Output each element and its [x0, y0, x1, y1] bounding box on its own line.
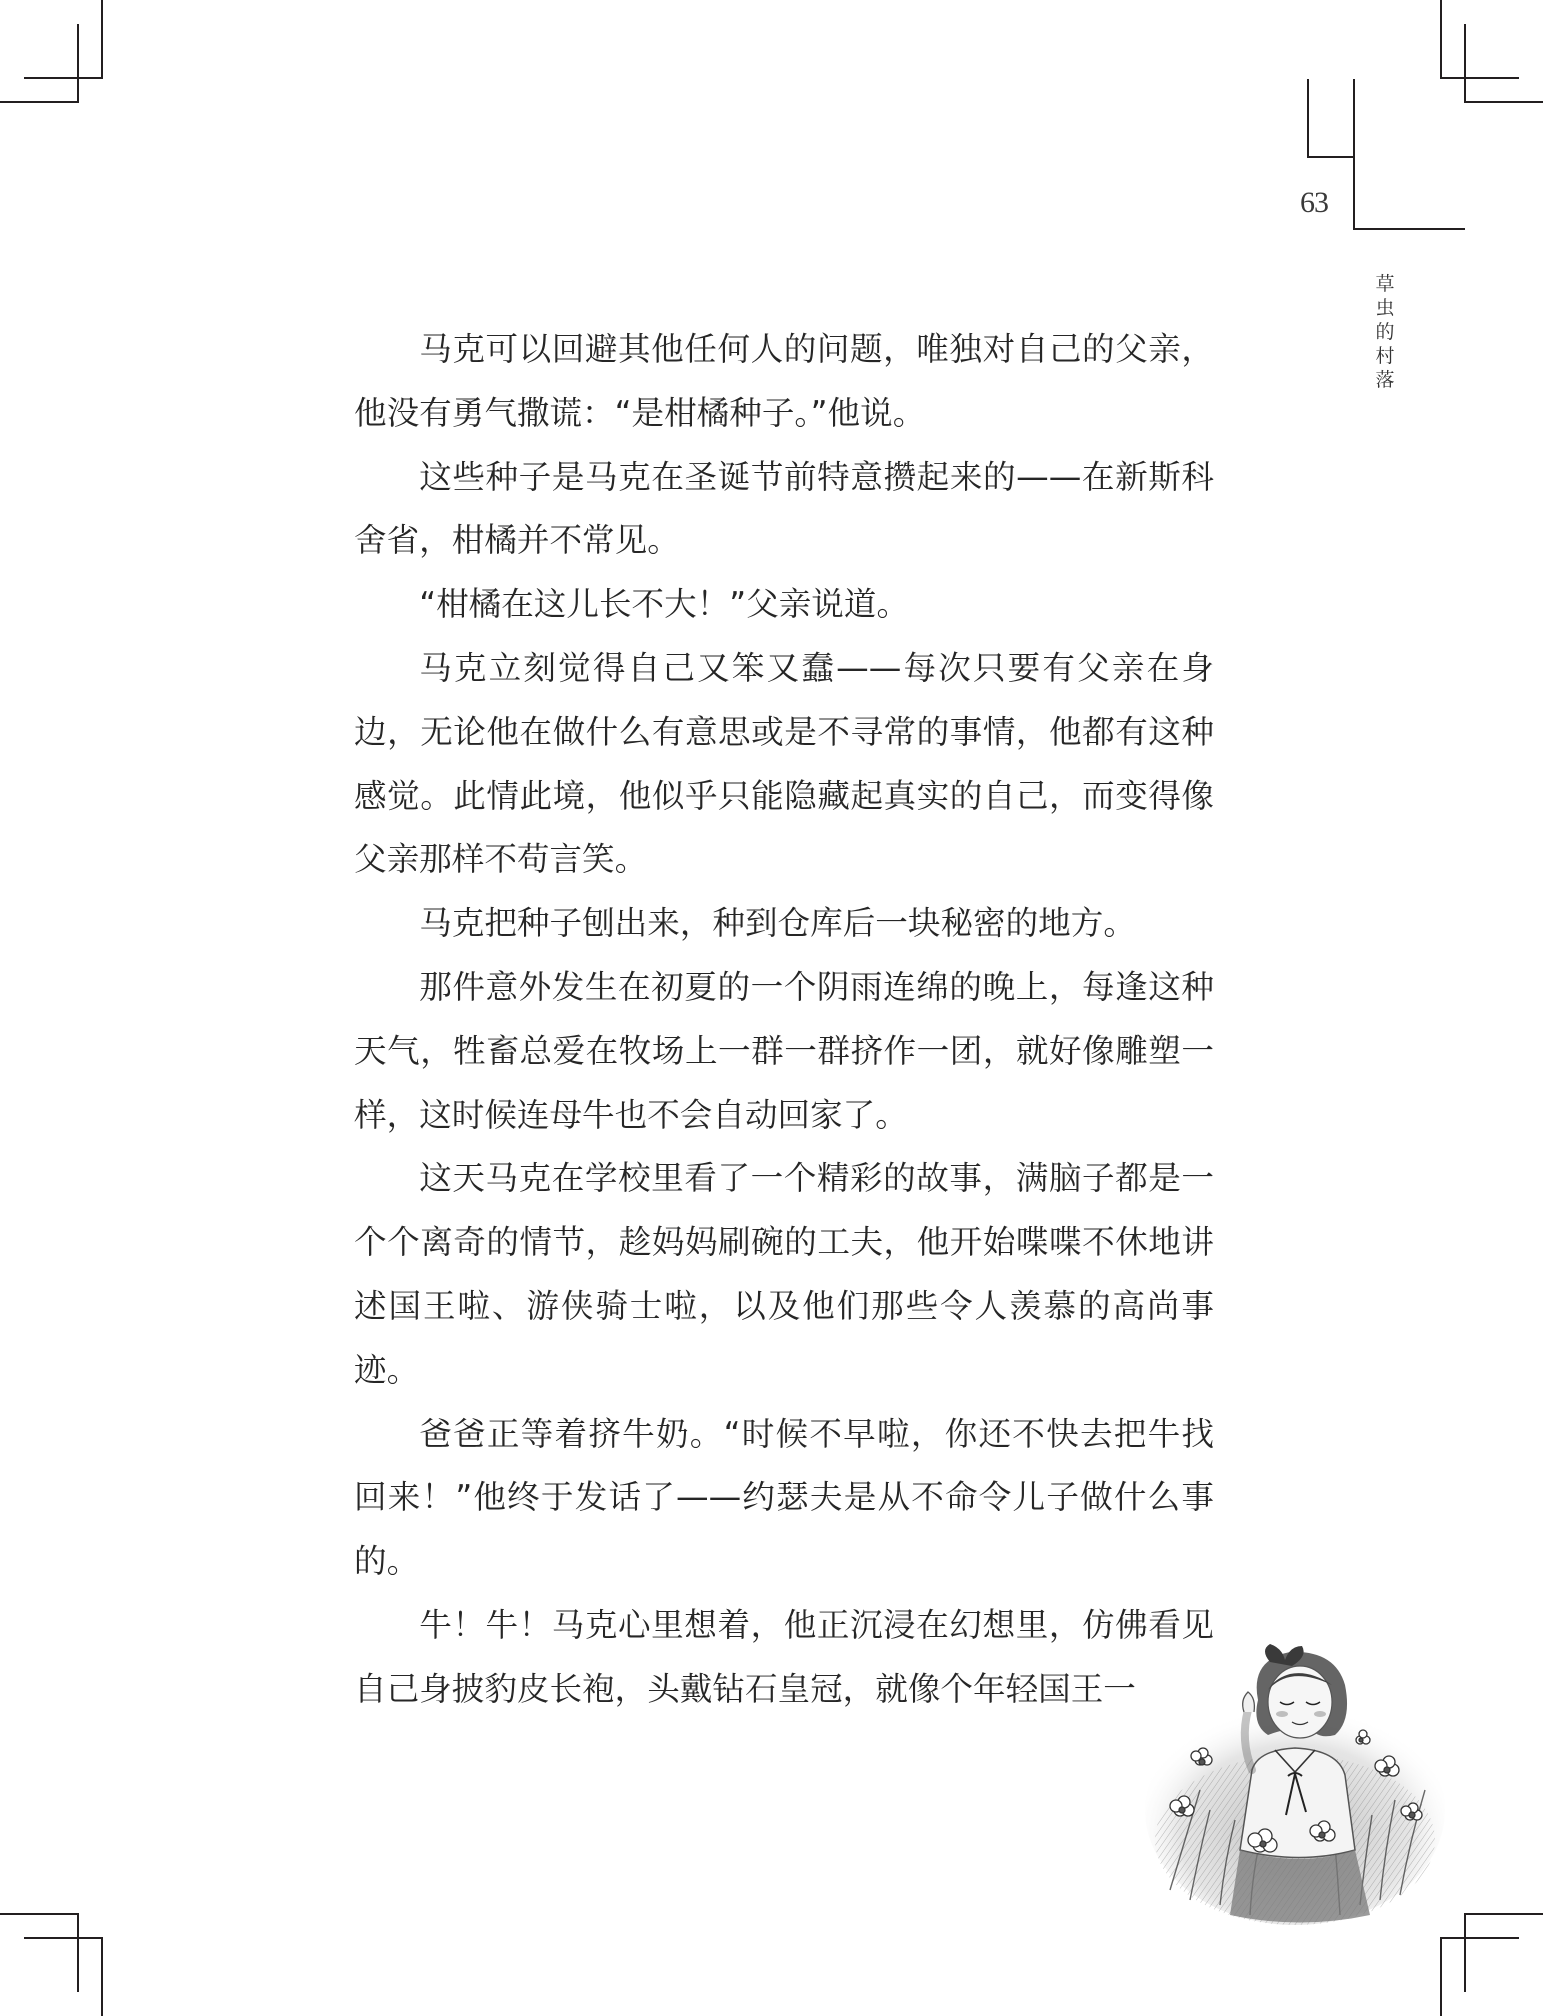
running-title-char: 的 — [1375, 321, 1395, 343]
paragraph: 马克可以回避其他任何人的问题，唯独对自己的父亲，他没有勇气撒谎：“是柑橘种子。”他说。 — [354, 330, 1214, 432]
paragraph: 这天马克在学校里看了一个精彩的故事，满脑子都是一个个离奇的情节，趁妈妈刷碗的工夫，他开始喋喋不休地讲述国王啦、游侠骑士啦，以及他们那些令人羡慕的高尚事迹。 — [354, 1159, 1214, 1389]
page-number: 63 — [1300, 186, 1328, 219]
folio-bracket-left-h — [1307, 156, 1355, 158]
folio-bracket-right-v — [1353, 79, 1355, 230]
crop-mark-bl-outer-h — [0, 1913, 79, 1915]
paragraph: 那件意外发生在初夏的一个阴雨连绵的晚上，每逢这种天气，牲畜总爱在牧场上一群一群挤作一团，就好像雕塑一样，这时候连母牛也不会自动回家了。 — [354, 967, 1214, 1134]
running-title — [1374, 272, 1396, 392]
crop-mark-br-outer-v — [1464, 1913, 1466, 1992]
crop-mark-tr-outer-v — [1440, 0, 1442, 79]
girl-in-flowers-illustration — [1140, 1640, 1450, 1930]
crop-mark-tr-outer-h — [1440, 77, 1519, 79]
paragraph: 马克立刻觉得自己又笨又蠢——每次只要有父亲在身边，无论他在做什么有意思或是不寻常的事情，他都有这种感觉。此情此境，他似乎只能隐藏起真实的自己，而变得像父亲那样不苟言笑。 — [354, 648, 1214, 879]
running-title-char: 草 — [1375, 273, 1395, 295]
paragraph: “柑橘在这儿长不大！”父亲说道。 — [419, 585, 910, 624]
running-title-char: 虫 — [1375, 297, 1395, 319]
crop-mark-tl-outer-h — [24, 77, 103, 79]
crop-mark-bl-inner-h — [24, 1937, 103, 1939]
folio-bracket-right-h — [1353, 228, 1465, 230]
crop-mark-tl-outer-v — [101, 0, 103, 79]
paragraph: 牛！牛！马克心里想着，他正沉浸在幻想里，仿佛看见自己身披豹皮长袍，头戴钻石皇冠，就像个年轻国王一 — [354, 1605, 1214, 1708]
crop-mark-tr-inner-h — [1464, 101, 1543, 103]
crop-mark-tl-inner-h — [0, 101, 79, 103]
crop-mark-tl-inner-v — [77, 24, 79, 103]
crop-mark-br-inner-v — [1440, 1937, 1442, 2016]
crop-mark-br-inner-h — [1440, 1937, 1519, 1939]
folio-bracket-left-v — [1307, 79, 1309, 158]
crop-mark-br-outer-h — [1464, 1913, 1543, 1915]
paragraph: 这些种子是马克在圣诞节前特意攒起来的——在新斯科舍省，柑橘并不常见。 — [354, 457, 1214, 560]
crop-mark-tr-inner-v — [1464, 24, 1466, 103]
paragraph: 爸爸正等着挤牛奶。“时候不早啦，你还不快去把牛找回来！”他终于发话了——约瑟夫是从不命令儿子做什么事的。 — [354, 1414, 1214, 1581]
running-title-char: 落 — [1375, 369, 1395, 391]
paragraph: 马克把种子刨出来，种到仓库后一块秘密的地方。 — [419, 904, 1136, 943]
body-text — [354, 318, 1214, 1722]
running-title-char: 村 — [1375, 345, 1395, 367]
crop-mark-bl-outer-v — [77, 1913, 79, 1992]
crop-mark-bl-inner-v — [101, 1937, 103, 2016]
